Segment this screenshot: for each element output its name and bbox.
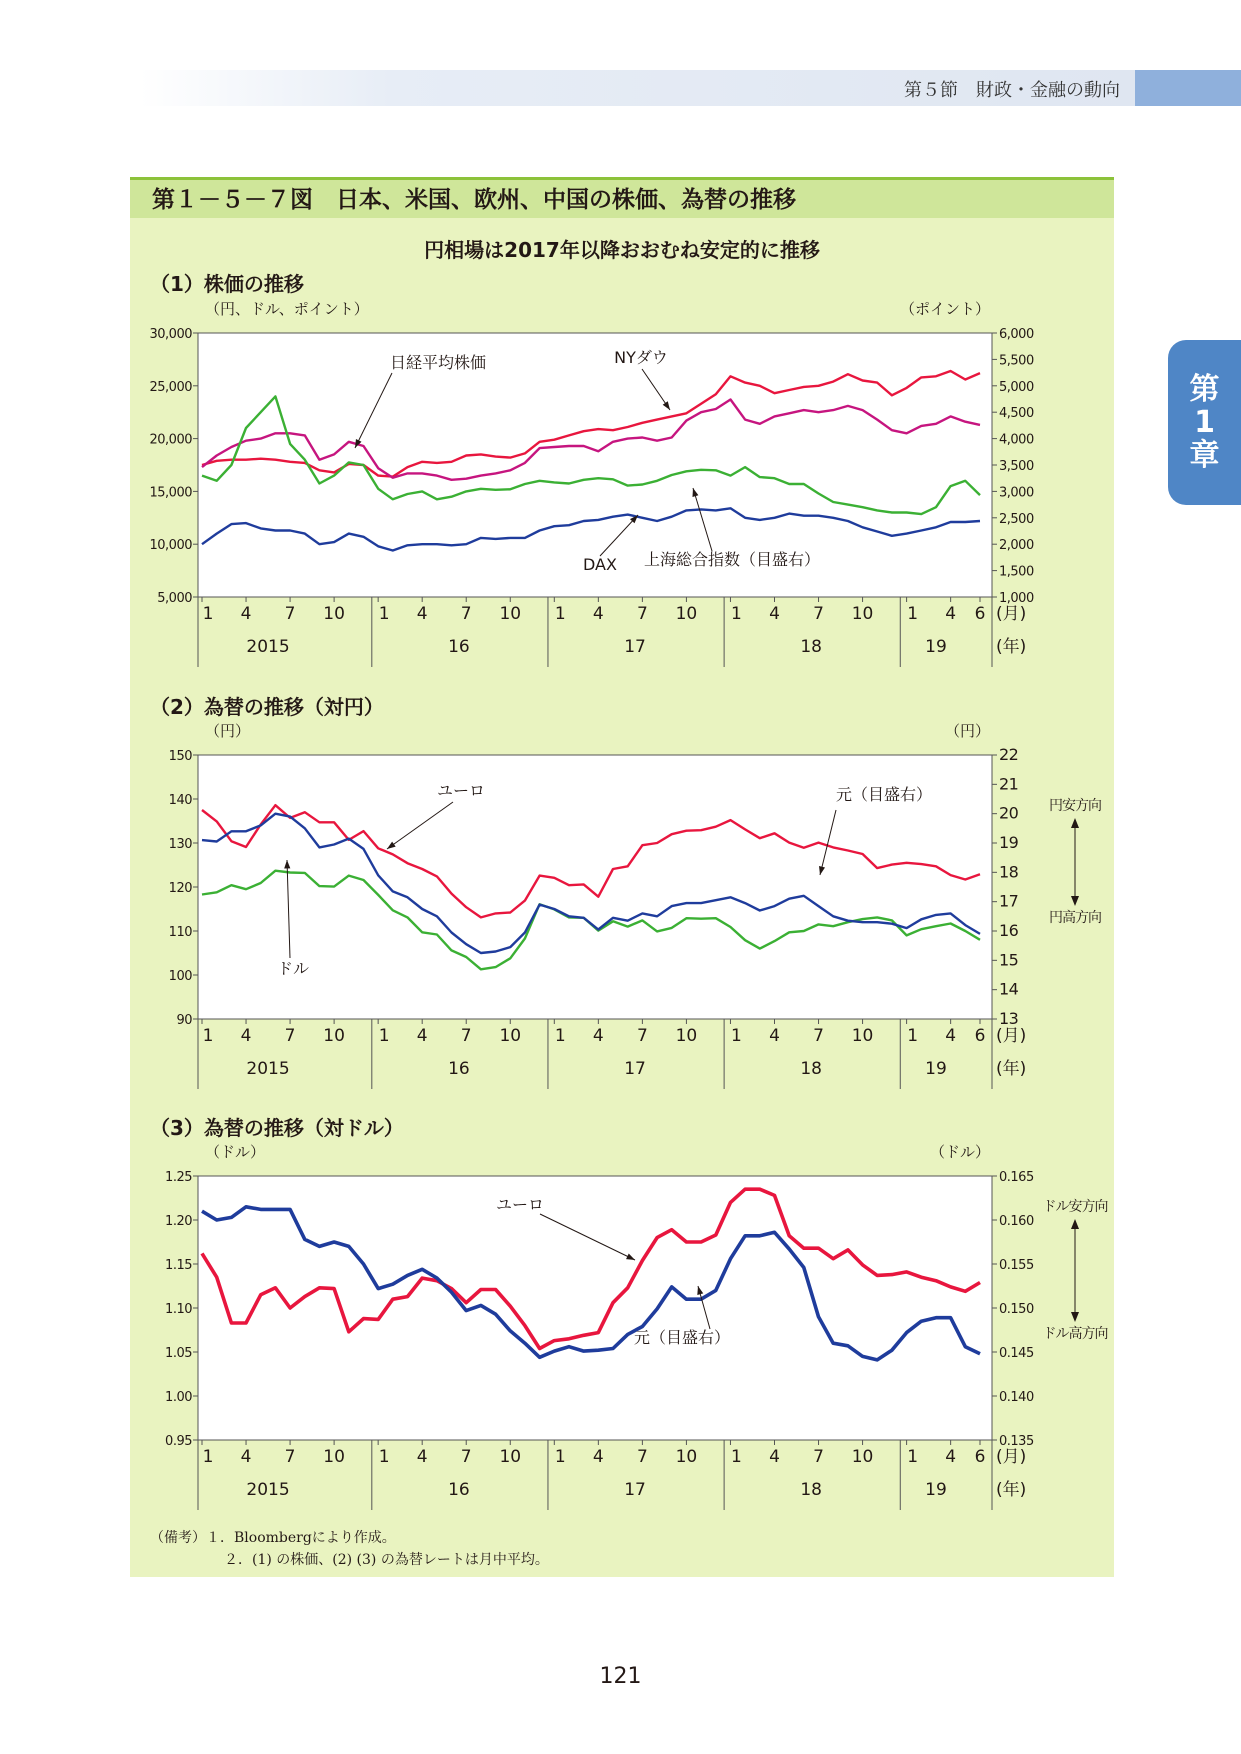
y-tick-label-right: 13 (999, 1009, 1019, 1028)
note-line-1: （備考）１．Bloombergにより作成。 (150, 1530, 396, 1546)
x-tick-label: 7 (284, 604, 296, 624)
y-tick-label-left: 20,000 (149, 432, 192, 448)
y-tick-label-left: 25,000 (149, 379, 192, 395)
x-tick-label: 6 (974, 1026, 986, 1046)
direction-arrowhead-up (1071, 818, 1079, 828)
y-tick-label-right: 0.135 (999, 1434, 1034, 1449)
chapter-tab-char: 章 (1189, 438, 1220, 473)
x-tick-label: 6 (974, 604, 986, 624)
y-tick-label-left: 140 (168, 793, 192, 808)
x-tick-label: 4 (416, 1447, 428, 1467)
chapter-tab-char: 1 (1194, 405, 1215, 440)
x-tick-label: 4 (592, 1447, 604, 1467)
x-tick-label: 4 (416, 1026, 428, 1046)
series-annotation: ユーロ (495, 1195, 545, 1214)
x-tick-label: 1 (907, 1026, 919, 1046)
header-tab (1135, 70, 1241, 106)
y-tick-label-right: 0.155 (999, 1258, 1034, 1273)
x-year-label: 2015 (246, 637, 290, 657)
series-annotation: ドル (276, 959, 310, 978)
y-tick-label-left: 1.05 (165, 1346, 192, 1361)
y-tick-label-right: 22 (999, 745, 1019, 764)
direction-note-top: ドル安方向 (1042, 1199, 1108, 1215)
x-tick-label: 10 (499, 1026, 522, 1046)
x-tick-label: 4 (769, 1447, 780, 1467)
x-tick-label: 10 (851, 1026, 874, 1046)
x-year-label: 16 (448, 1480, 470, 1500)
y-tick-label-right: 2,000 (999, 538, 1034, 554)
y-tick-label-right: 0.140 (999, 1390, 1034, 1405)
x-tick-label: 4 (240, 604, 252, 624)
y-tick-label-left: 1.20 (165, 1214, 192, 1229)
x-tick-label: 1 (731, 604, 742, 624)
x-tick-label: 1 (202, 604, 214, 624)
y-tick-label-left: 15,000 (149, 485, 192, 501)
y-tick-label-right: 0.145 (999, 1346, 1034, 1361)
y-tick-label-right: 4,500 (999, 406, 1034, 422)
y-tick-label-left: 10,000 (149, 538, 192, 554)
x-tick-label: 7 (284, 1026, 296, 1046)
x-year-label: 16 (448, 1059, 470, 1079)
y-tick-label-right: 0.160 (999, 1214, 1034, 1229)
x-tick-label: 1 (907, 1447, 919, 1467)
right-axis-label: （ポイント） (899, 300, 990, 318)
x-month-unit: (月) (996, 604, 1027, 624)
y-tick-label-right: 6,000 (999, 327, 1034, 342)
x-tick-label: 1 (554, 1447, 566, 1467)
y-tick-label-right: 3,000 (999, 485, 1034, 501)
y-tick-label-left: 120 (168, 881, 192, 896)
y-tick-label-right: 2,500 (999, 511, 1034, 527)
direction-arrowhead-down (1071, 896, 1079, 906)
y-tick-label-right: 16 (999, 921, 1019, 940)
y-tick-label-right: 4,000 (999, 432, 1034, 448)
right-axis-label: （ドル） (929, 1143, 990, 1161)
y-tick-label-right: 1,000 (999, 591, 1034, 606)
y-tick-label-right: 0.150 (999, 1302, 1034, 1317)
section-header: 第５節 財政・金融の動向 (904, 80, 1120, 101)
y-tick-label-left: 110 (168, 925, 192, 940)
y-tick-label-left: 150 (168, 749, 192, 764)
x-tick-label: 1 (378, 1026, 390, 1046)
x-year-unit: (年) (996, 1059, 1027, 1079)
figure-subtitle: 円相場は2017年以降おおむね安定的に推移 (424, 238, 820, 262)
x-tick-label: 10 (499, 604, 522, 624)
x-year-label: 19 (925, 1059, 947, 1079)
direction-note-bottom: 円高方向 (1049, 910, 1101, 926)
chapter-tab-char: 第 (1189, 372, 1220, 407)
note-line-2: ２．(1) の株価、(2) (3) の為替レートは月中平均。 (224, 1552, 549, 1568)
x-year-label: 17 (624, 1480, 646, 1500)
x-year-label: 19 (925, 1480, 947, 1500)
x-tick-label: 10 (675, 1447, 698, 1467)
x-tick-label: 7 (284, 1447, 296, 1467)
x-tick-label: 10 (499, 1447, 522, 1467)
x-tick-label: 7 (460, 604, 472, 624)
y-tick-label-left: 0.95 (165, 1434, 192, 1449)
x-tick-label: 7 (460, 1447, 472, 1467)
y-tick-label-right: 19 (999, 833, 1019, 852)
x-tick-label: 4 (769, 1026, 780, 1046)
y-tick-label-left: 90 (176, 1013, 192, 1028)
x-year-label: 18 (800, 637, 823, 657)
y-tick-label-right: 5,000 (999, 379, 1034, 395)
y-tick-label-right: 0.165 (999, 1170, 1034, 1185)
x-year-label: 2015 (246, 1480, 290, 1500)
x-tick-label: 1 (731, 1026, 742, 1046)
y-tick-label-left: 130 (168, 837, 192, 852)
x-year-label: 18 (800, 1059, 823, 1079)
y-tick-label-right: 15 (999, 950, 1019, 970)
x-tick-label: 4 (945, 604, 957, 624)
x-tick-label: 4 (416, 604, 428, 624)
y-tick-label-right: 3,500 (999, 459, 1034, 474)
series-annotation: NYダウ (614, 348, 668, 367)
right-axis-label: （円） (944, 722, 990, 740)
series-annotation: 元（目盛右） (633, 1328, 731, 1347)
left-axis-label: （ドル） (205, 1143, 266, 1161)
x-tick-label: 1 (554, 1026, 566, 1046)
section-title-stocks: （1）株価の推移 (150, 272, 304, 296)
x-year-label: 17 (624, 637, 646, 657)
left-axis-label: （円、ドル、ポイント） (205, 300, 369, 318)
yen-fx-chart (130, 722, 1114, 1102)
y-tick-label-right: 20 (999, 803, 1019, 823)
x-tick-label: 7 (636, 1026, 648, 1046)
y-tick-label-left: 1.25 (165, 1170, 192, 1185)
x-tick-label: 1 (378, 604, 390, 624)
x-tick-label: 1 (202, 1026, 214, 1046)
figure-title: 第１－５－７図 日本、米国、欧州、中国の株価、為替の推移 (152, 187, 796, 213)
x-tick-label: 4 (592, 604, 604, 624)
left-axis-label: （円） (205, 722, 251, 740)
x-tick-label: 4 (592, 1026, 604, 1046)
x-year-unit: (年) (996, 637, 1027, 657)
x-tick-label: 10 (675, 604, 698, 624)
series-annotation: ユーロ (436, 781, 486, 800)
stock-price-chart (130, 300, 1114, 680)
x-year-label: 19 (925, 637, 947, 657)
series-annotation: 上海総合指数（目盛右） (643, 550, 821, 569)
x-tick-label: 1 (378, 1447, 390, 1467)
x-tick-label: 7 (813, 604, 824, 624)
x-tick-label: 1 (202, 1447, 214, 1467)
dollar-fx-chart (130, 1143, 1114, 1523)
x-month-unit: (月) (996, 1026, 1027, 1046)
x-year-label: 17 (624, 1059, 646, 1079)
x-year-label: 18 (800, 1480, 823, 1500)
x-tick-label: 7 (813, 1026, 824, 1046)
x-tick-label: 4 (945, 1447, 957, 1467)
y-tick-label-left: 1.15 (165, 1258, 192, 1273)
chapter-tab (1168, 340, 1241, 505)
x-year-unit: (年) (996, 1480, 1027, 1500)
y-tick-label-right: 21 (999, 774, 1019, 794)
direction-arrowhead-up (1071, 1219, 1079, 1229)
x-tick-label: 10 (323, 1026, 345, 1046)
direction-note-bottom: ドル高方向 (1042, 1326, 1108, 1342)
x-tick-label: 7 (460, 1026, 472, 1046)
x-tick-label: 10 (323, 1447, 345, 1467)
y-tick-label-right: 5,500 (999, 353, 1034, 369)
y-tick-label-left: 30,000 (149, 327, 192, 342)
x-month-unit: (月) (996, 1447, 1027, 1467)
x-year-label: 2015 (246, 1059, 290, 1079)
direction-note-top: 円安方向 (1049, 798, 1101, 814)
x-tick-label: 6 (974, 1447, 986, 1467)
y-tick-label-right: 14 (999, 979, 1019, 999)
y-tick-label-right: 18 (999, 862, 1019, 882)
series-annotation: 元（目盛右） (835, 785, 933, 804)
x-tick-label: 10 (323, 604, 345, 624)
x-tick-label: 10 (851, 1447, 874, 1467)
y-tick-label-left: 5,000 (157, 591, 192, 606)
x-tick-label: 10 (851, 604, 874, 624)
direction-arrowhead-down (1071, 1312, 1079, 1322)
x-tick-label: 7 (636, 1447, 648, 1467)
series-annotation: 日経平均株価 (389, 353, 487, 372)
section-title-fx-yen: （2）為替の推移（対円） (150, 695, 384, 719)
y-tick-label-left: 100 (168, 969, 192, 984)
y-tick-label-right: 17 (999, 891, 1019, 911)
y-tick-label-left: 1.10 (165, 1302, 192, 1317)
y-tick-label-right: 1,500 (999, 564, 1034, 580)
series-annotation: DAX (583, 555, 617, 574)
x-tick-label: 4 (769, 604, 780, 624)
x-tick-label: 1 (731, 1447, 742, 1467)
x-tick-label: 1 (554, 604, 566, 624)
x-year-label: 16 (448, 637, 470, 657)
x-tick-label: 4 (240, 1447, 252, 1467)
plot-area (198, 1176, 992, 1440)
x-tick-label: 7 (636, 604, 648, 624)
x-tick-label: 4 (240, 1026, 252, 1046)
y-tick-label-left: 1.00 (165, 1390, 192, 1405)
x-tick-label: 10 (675, 1026, 698, 1046)
section-title-fx-dollar: （3）為替の推移（対ドル） (150, 1116, 404, 1140)
x-tick-label: 1 (907, 604, 919, 624)
x-tick-label: 4 (945, 1026, 957, 1046)
page-number: 121 (599, 1664, 642, 1689)
x-tick-label: 7 (813, 1447, 824, 1467)
